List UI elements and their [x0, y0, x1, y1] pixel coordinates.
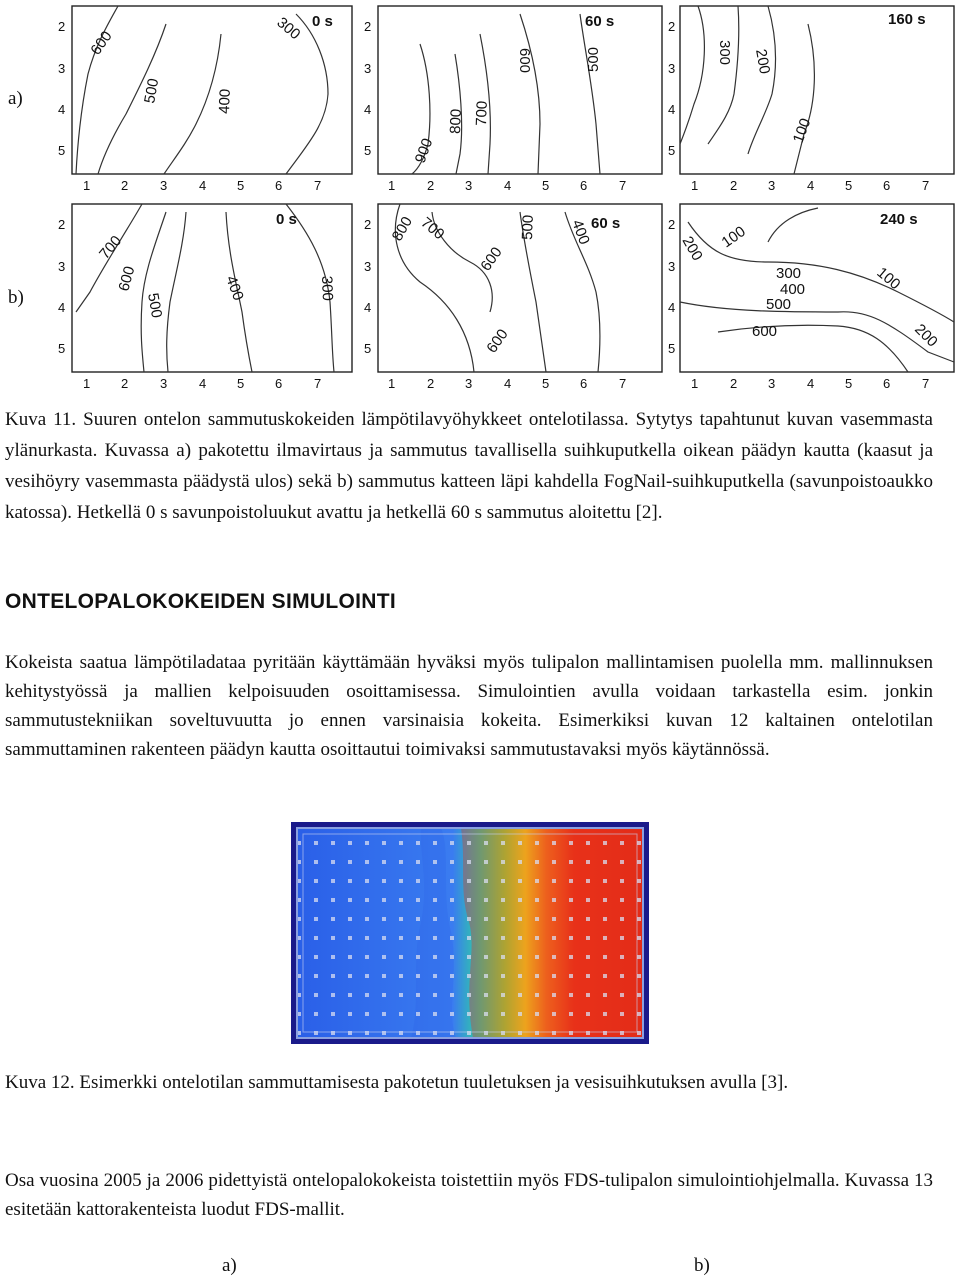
simulation-image	[291, 822, 649, 1044]
x-tick: 7	[619, 376, 627, 391]
contour-label: 700	[473, 100, 491, 127]
figure-12-caption: Kuva 12. Esimerkki ontelotilan sammuttamisesta pakotetun tuuletuksen ja vesisuihkutuksen avulla [3].	[5, 1072, 789, 1093]
x-tick: 3	[160, 178, 168, 193]
y-tick: 4	[58, 102, 66, 117]
x-tick: 5	[542, 376, 550, 391]
x-tick: 4	[504, 178, 512, 193]
x-tick: 1	[691, 178, 699, 193]
row-b-label: b)	[8, 287, 24, 308]
x-tick: 2	[427, 178, 435, 193]
y-tick: 2	[364, 19, 372, 34]
figure-13-label-a: a)	[222, 1255, 237, 1276]
x-tick: 6	[275, 376, 283, 391]
contour-label: 600	[483, 326, 512, 357]
contour-label: 400	[222, 273, 247, 303]
y-tick: 3	[668, 61, 676, 76]
contour-plot-a-160s	[668, 4, 958, 194]
panel-time: 160 s	[888, 11, 926, 28]
y-tick: 5	[364, 341, 372, 356]
contour-label: 700	[96, 232, 126, 263]
y-tick: 4	[58, 300, 66, 315]
x-tick: 6	[883, 178, 891, 193]
contour-label: 900	[411, 136, 437, 166]
x-tick: 7	[314, 376, 322, 391]
x-tick: 7	[922, 178, 930, 193]
x-tick: 2	[121, 178, 129, 193]
y-tick: 3	[364, 259, 372, 274]
figure-11-caption: Kuva 11. Suuren ontelon sammutuskokeiden lämpötilavyöhykkeet ontelotilassa. Sytytys tapahtunut kuvan vasemmasta ylänurkasta. Kuvassa a) pakotettu ilmavirtaus ja sammutus tavallisella suihkuputkella oikean päädyn kautta (kaasut ja vesihöyry vasemmasta päädystä ulos) sekä b) sammutus katteen läpi kahdella FogNail-suihkuputkella (savunpoistoaukko katossa). Hetkellä 0 s savunpoistoluukut avattu ja hetkellä 60 s sammutus aloitettu [2].	[5, 409, 933, 523]
x-tick: 6	[275, 178, 283, 193]
x-tick: 5	[237, 376, 245, 391]
x-tick: 6	[883, 376, 891, 391]
contour-plot-a-0s	[46, 4, 356, 194]
y-tick: 3	[364, 61, 372, 76]
contour-plot-b-0s	[46, 202, 356, 392]
panel-time: 0 s	[312, 13, 333, 30]
contour-label: 600	[752, 323, 778, 340]
panel-time: 60 s	[591, 215, 621, 232]
contour-label: 200	[678, 233, 706, 264]
closing-paragraph: Osa vuosina 2005 ja 2006 pidettyistä ontelopalokokeista toistettiin myös FDS-tulipalon simulointiohjelmalla. Kuvassa 13 esitetään kattorakenteista luodut FDS-mallit.	[5, 1170, 933, 1220]
x-tick: 3	[768, 178, 776, 193]
y-tick: 2	[364, 217, 372, 232]
contour-label: 500	[144, 291, 166, 320]
y-tick: 3	[668, 259, 676, 274]
y-tick: 5	[364, 143, 372, 158]
x-tick: 3	[768, 376, 776, 391]
y-tick: 5	[58, 143, 66, 158]
contour-label: 500	[519, 214, 537, 241]
figure-13-label-b: b)	[694, 1255, 710, 1276]
contour-label: 800	[447, 108, 465, 135]
x-tick: 5	[542, 178, 550, 193]
contour-label: 500	[585, 46, 602, 72]
contour-label: 400	[780, 281, 806, 298]
row-a-label: a)	[8, 88, 23, 109]
x-tick: 7	[314, 178, 322, 193]
x-tick: 2	[730, 178, 738, 193]
contour-label: 300	[318, 275, 336, 302]
contour-label: 700	[417, 214, 448, 244]
section-paragraph: Kokeista saatua lämpötiladataa pyritään käyttämään hyväksi myös tulipalon mallintamisen puolella mm. mallinnuksen kehitystyössä ja mallien kelpoisuuden osoittamisessa. Simulointien avulla voidaan tarkastella esim. jonkin sammutustekniikan soveltuvuutta jo ennen varsinaisia kokeita. Esimerkiksi kuvan 12 kaltainen ontelotilan sammuttaminen rakenteen päädyn kautta osoittautui toimivaksi sammutustavaksi myös käytännössä.	[5, 652, 933, 760]
x-tick: 1	[388, 376, 396, 391]
y-tick: 5	[58, 341, 66, 356]
y-tick: 2	[58, 217, 66, 232]
x-tick: 5	[845, 376, 853, 391]
contour-plot-b-60s	[360, 202, 670, 392]
y-tick: 5	[668, 143, 676, 158]
x-tick: 4	[807, 376, 815, 391]
x-tick: 4	[199, 376, 207, 391]
contour-label: 400	[568, 217, 593, 247]
x-tick: 7	[922, 376, 930, 391]
panel-time: 240 s	[880, 211, 918, 228]
y-tick: 5	[668, 341, 676, 356]
x-tick: 1	[83, 178, 91, 193]
x-tick: 1	[691, 376, 699, 391]
contour-label: 100	[718, 222, 749, 252]
contour-label: 100	[789, 116, 815, 146]
x-tick: 3	[465, 178, 473, 193]
x-tick: 2	[427, 376, 435, 391]
y-tick: 4	[668, 300, 676, 315]
contour-label: 200	[911, 320, 941, 351]
x-tick: 1	[83, 376, 91, 391]
y-tick: 3	[58, 61, 66, 76]
x-tick: 2	[121, 376, 129, 391]
x-tick: 5	[237, 178, 245, 193]
contour-label: 300	[273, 14, 304, 44]
x-tick: 2	[730, 376, 738, 391]
x-tick: 7	[619, 178, 627, 193]
x-tick: 6	[580, 376, 588, 391]
contour-label: 200	[752, 47, 774, 76]
x-tick: 1	[388, 178, 396, 193]
x-tick: 5	[845, 178, 853, 193]
contour-label: 300	[716, 40, 733, 66]
x-tick: 4	[504, 376, 512, 391]
section-heading: ONTELOPALOKOKEIDEN SIMULOINTI	[5, 590, 396, 613]
contour-label: 500	[141, 77, 163, 105]
contour-label: 600	[115, 264, 139, 294]
y-tick: 4	[364, 300, 372, 315]
x-tick: 4	[807, 178, 815, 193]
contour-label: 800	[388, 213, 416, 244]
x-tick: 4	[199, 178, 207, 193]
contour-label: 500	[766, 296, 792, 313]
x-tick: 3	[160, 376, 168, 391]
contour-label: 600	[516, 48, 533, 74]
contour-label: 100	[873, 264, 904, 294]
contour-plot-b-240s	[668, 202, 958, 392]
contour-label: 400	[216, 88, 234, 115]
contour-label: 600	[477, 244, 506, 275]
contour-label: 600	[87, 28, 116, 59]
y-tick: 2	[58, 19, 66, 34]
x-tick: 6	[580, 178, 588, 193]
y-tick: 2	[668, 19, 676, 34]
y-tick: 4	[364, 102, 372, 117]
y-tick: 2	[668, 217, 676, 232]
contour-plot-a-60s	[360, 4, 670, 194]
x-tick: 3	[465, 376, 473, 391]
panel-time: 60 s	[585, 13, 615, 30]
y-tick: 4	[668, 102, 676, 117]
panel-time: 0 s	[276, 211, 297, 228]
y-tick: 3	[58, 259, 66, 274]
contour-label: 300	[776, 265, 802, 282]
